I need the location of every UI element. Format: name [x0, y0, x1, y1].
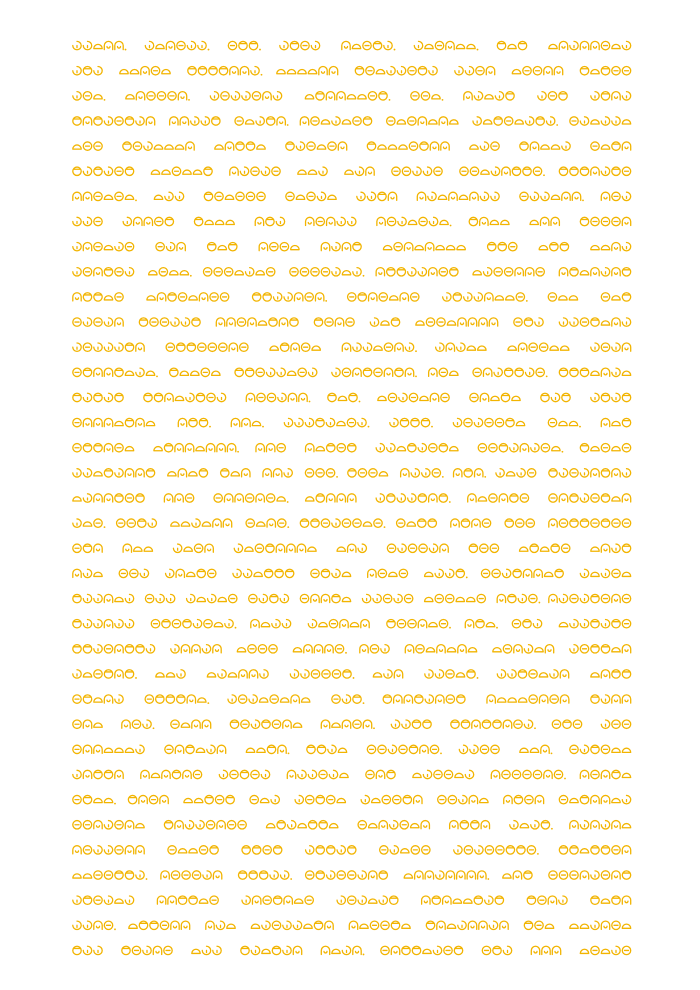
glyph-line [73, 846, 632, 855]
glyph-line [73, 946, 632, 955]
glyph-line [73, 142, 631, 150]
glyph-line [73, 619, 631, 628]
glyph-line [73, 544, 631, 552]
glyph-line [73, 695, 631, 704]
glyph-line [73, 469, 631, 478]
glyph-line [73, 745, 631, 754]
glyph-line [73, 167, 631, 176]
glyph-line [73, 418, 631, 427]
glyph-line [73, 670, 631, 679]
glyph-line [73, 393, 631, 402]
glyph-line [73, 821, 631, 830]
glyph-line [73, 444, 631, 453]
glyph-line [73, 519, 631, 528]
glyph-line [73, 318, 632, 327]
glyph-line [73, 67, 632, 76]
glyph-line [73, 594, 631, 603]
glyph-line [73, 117, 632, 126]
glyph-line [73, 192, 631, 201]
glyph-line [73, 92, 631, 101]
glyph-line [73, 368, 632, 377]
glyph-line [73, 645, 632, 654]
glyph-line [73, 720, 631, 729]
glyph-line [73, 569, 631, 578]
glyph-line [73, 770, 631, 779]
glyph-line [73, 293, 631, 302]
glyph-line [73, 896, 631, 904]
glyph-line [73, 494, 631, 503]
glyph-line [73, 268, 631, 277]
pseudo-script-artwork [72, 30, 632, 960]
glyph-line [73, 41, 632, 50]
glyph-line [73, 217, 631, 226]
pseudo-script-text-block [72, 30, 632, 960]
glyph-line [73, 343, 631, 352]
glyph-line [73, 871, 632, 880]
glyph-line [73, 795, 631, 804]
glyph-line [73, 242, 631, 250]
glyph-line [73, 921, 631, 930]
